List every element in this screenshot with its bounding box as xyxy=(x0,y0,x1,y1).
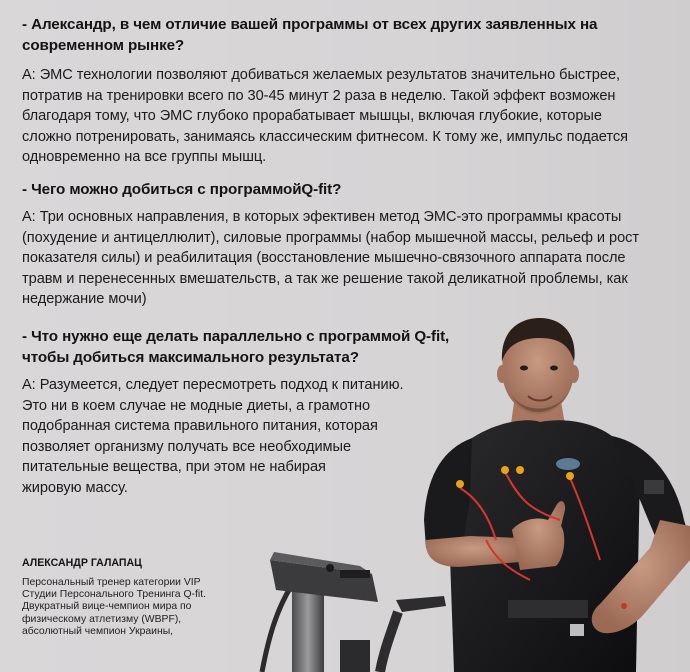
device-pole xyxy=(292,590,324,672)
answer-2 xyxy=(22,207,672,310)
answer-line: одновременно на все группы мышц. xyxy=(22,149,267,166)
qa-block-3 xyxy=(22,326,452,499)
question-line: современном рынке? xyxy=(22,37,185,54)
question-line: - Александр, в чем отличие вашей программы от всех других заявленных на xyxy=(22,16,598,33)
trainer-name: АЛЕКСАНДР ГАЛАПАЦ xyxy=(22,557,142,569)
device-handle xyxy=(396,596,446,612)
answer-line: травм и перенесенных вмешательств, а так же решение такой деликатной проблемы, как xyxy=(22,270,628,287)
forearm-left xyxy=(426,536,520,567)
question-line: - Что нужно еще делать параллельно с программой Q-fit, xyxy=(22,328,450,345)
question-line: чтобы добиться максимального результата? xyxy=(22,349,359,366)
qa-block-1 xyxy=(22,14,672,168)
answer-line: потратив на тренировки всего по 30-45 минут 2 раза в неделю. Такой эффект возможен xyxy=(22,87,616,104)
answer-line: (похудение и антицеллюлит), силовые программы (набор мышечной массы, рельеф и рост xyxy=(22,229,640,246)
ems-device xyxy=(262,552,469,672)
answer-line: показателя силы) и реабилитация (восстановление мышечно-связочного аппарата после xyxy=(22,250,626,267)
answer-line: сложно потренировать, занимаясь классическим фитнесом. К тому же, импульс подается xyxy=(22,128,628,145)
question-3 xyxy=(22,326,452,368)
answer-line: Это ни в коем случае не модные диеты, а грамотно xyxy=(22,397,371,414)
bio-line: абсолютный чемпион Украины, xyxy=(22,625,174,637)
answer-line: питательные вещества, при этом не набирая xyxy=(22,459,326,476)
question-2 xyxy=(22,179,672,200)
answer-line: подобранная система правильного питания, которая xyxy=(22,418,378,435)
answer-3 xyxy=(22,375,452,499)
answer-line: А: Разумеется, следует пересмотреть подход к питанию. xyxy=(22,377,404,393)
answer-line: недержание мочи) xyxy=(22,291,147,308)
bio-line: Двукратный вице-чемпион мира по xyxy=(22,601,192,613)
answer-line: А: ЭМС технологии позволяют добиваться желаемых результатов значительно быстрее, xyxy=(22,67,621,83)
answer-line: А: Три основных направления, в которых эфективен метод ЭМС-это программы красоты xyxy=(22,209,622,225)
trainer-bio xyxy=(22,557,272,638)
bio-line: Студии Персонального Тренинга Q-fit. xyxy=(22,589,206,601)
bio-line: физическому атлетизму (WBPF), xyxy=(22,613,182,625)
qa-block-2 xyxy=(22,179,672,310)
bio-line: Персональный тренер категории VIP xyxy=(22,577,201,588)
answer-line: жировую массу. xyxy=(22,479,128,496)
answer-line: позволяет организму получать все необходимые xyxy=(22,438,352,455)
answer-line: благодаря тому, что ЭМС глубоко прорабатывает мышцы, включая глубокие, которые xyxy=(22,108,602,125)
question-1 xyxy=(22,14,672,56)
question-line: - Чего можно добиться с программойQ-fit? xyxy=(22,181,342,198)
answer-1 xyxy=(22,65,672,168)
trainer-credentials xyxy=(22,577,272,638)
trainer-figure xyxy=(424,318,690,672)
suit-logo xyxy=(556,458,580,470)
